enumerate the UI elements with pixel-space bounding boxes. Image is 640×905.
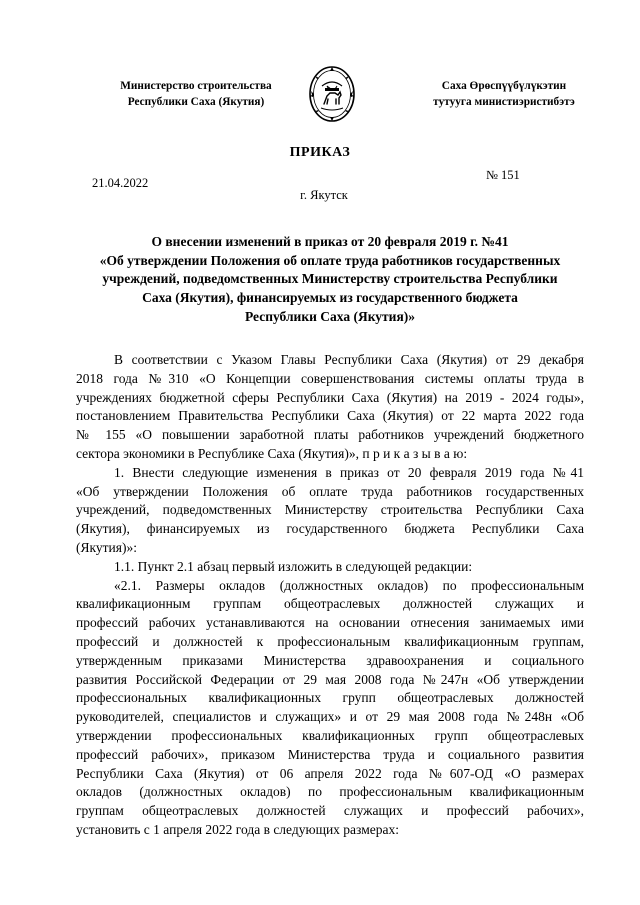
body-line: учреждений, подведомственных Министерству строительства Республики Саха [76, 502, 584, 518]
body-line: руководителей, специалистов и служащих» и от 29 мая 2008 года №248н «Об [76, 709, 584, 725]
body-line: профессий рабочих», приказом Министерства труда и социального развития [76, 746, 584, 762]
document-city: г. Якутск [300, 188, 348, 202]
body-line: окладов (должностных окладов) по профессиональным квалификационным [76, 784, 584, 800]
body-line: установить с 1 апреля 2022 года в следующих размерах: [76, 821, 399, 837]
body-line: 1. Внести следующие изменения в приказ от 20 февраля 2019 года №41 [114, 464, 584, 480]
body-line: квалификационным группам общеотраслевых должностей служащих и [76, 596, 584, 612]
body-line: 1.1. Пункт 2.1 абзац первый изложить в следующей редакции: [114, 558, 473, 574]
document-title: ПРИКАЗ [289, 145, 351, 160]
body-line: (Якутия)»: [76, 539, 137, 555]
ministry-name-line: Саха Өрөспүүбүлүкэтин [441, 80, 567, 92]
ministry-name-line: Министерство строительства [120, 80, 272, 92]
ministry-name-yakut [404, 78, 604, 110]
subject-line: учреждений, подведомственных Министерству строительства Республики [102, 271, 558, 287]
body-line: № 155 «О повышении заработной платы работников учреждений бюджетного [76, 427, 584, 443]
body-line: утверждении профессиональных квалификационных групп общеотраслевых [76, 727, 584, 743]
document-subject [70, 233, 590, 327]
body-line: 2018 года №310 «О Концепции совершенствования системы оплаты труда в [76, 370, 584, 386]
body-line: развития Российской Федерации от 29 мая 2008 года №247н «Об утверждении [76, 671, 584, 687]
subject-line: О внесении изменений в приказ от 20 февраля 2019 г. №41 [151, 234, 509, 249]
subject-line: Республики Саха (Якутия)» [244, 308, 415, 324]
body-line: «Об утверждении Положения об оплате труда работников государственных [76, 483, 584, 499]
ministry-name-line: Республики Саха (Якутия) [127, 96, 265, 108]
document-date: 21.04.2022 [92, 176, 149, 190]
subject-line: «Об утверждении Положения об оплате труда работников государственных [99, 252, 561, 268]
body-line: утвержденным приказами Министерства здравоохранения и социального [76, 652, 584, 668]
body-line: В соответствии с Указом Главы Республики Саха (Якутия) от 29 декабря [114, 352, 584, 367]
body-line: Республики Саха (Якутия) от 06 апреля 2022 года №607-ОД «О размерах [76, 765, 584, 781]
body-line: «2.1. Размеры окладов (должностных окладов) по профессиональным [114, 577, 584, 593]
body-line: сектора экономики в Республике Саха (Якутия)», п р и к а з ы в а ю: [76, 445, 468, 461]
body-line: постановлением Правительства Республики Саха (Якутия) от 22 марта 2022 года [76, 408, 584, 424]
document-number: № 151 [486, 168, 520, 182]
coat-of-arms-icon [308, 64, 356, 124]
body-line: (Якутия), финансируемых из государственного бюджета Республики Саха [76, 521, 584, 537]
body-line: профессий рабочих устанавливаются на основании отнесения занимаемых ими [76, 615, 584, 631]
ministry-name-line: тутууга министиэристибэтэ [433, 96, 575, 108]
body-line: группам общеотраслевых должностей служащих и профессий рабочих», [76, 803, 584, 819]
body-line: профессиональных квалификационных групп общеотраслевых должностей [76, 690, 584, 706]
ministry-name-russian [96, 78, 296, 110]
subject-line: Саха (Якутия), финансируемых из государственного бюджета [142, 290, 518, 306]
document-body [76, 351, 584, 840]
body-line: профессий и должностей к профессиональным квалификационным группам, [76, 633, 584, 649]
body-line: учреждениях бюджетной сферы Республики Саха (Якутия) на 2019 - 2024 годы», [76, 389, 584, 405]
